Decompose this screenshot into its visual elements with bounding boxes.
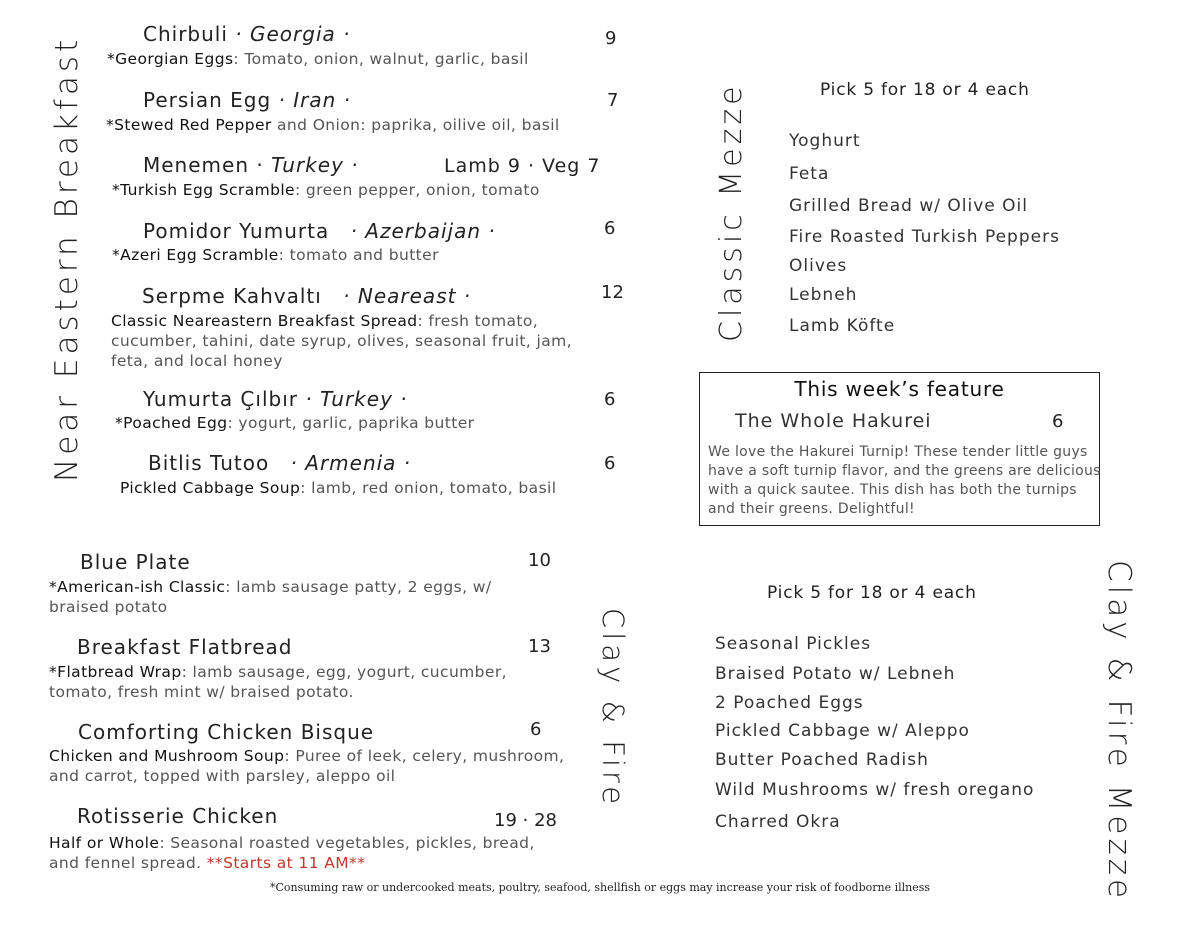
mezze-item: Lebneh bbox=[789, 285, 858, 305]
mezze-item: Pickled Cabbage w/ Aleppo bbox=[715, 721, 970, 741]
menu-item-title bbox=[143, 387, 408, 411]
description-lead: *Georgian Eggs bbox=[107, 50, 234, 68]
menu-item-price: 6 bbox=[604, 453, 616, 474]
menu-item-origin: · Georgia · bbox=[235, 22, 351, 46]
menu-item-description bbox=[111, 311, 601, 371]
clay-fire-mezze-list bbox=[715, 634, 1034, 842]
description-text: : tomato and butter bbox=[278, 246, 439, 264]
mezze-item: Feta bbox=[789, 164, 830, 184]
menu-item-name: Bitlis Tutoo bbox=[148, 451, 270, 475]
menu-item-title bbox=[143, 22, 350, 46]
menu-item-description bbox=[49, 746, 569, 786]
classic-mezze-list bbox=[789, 131, 1060, 346]
menu-item-origin: · Armenia · bbox=[290, 451, 412, 475]
menu-item-price: 13 bbox=[528, 636, 551, 657]
menu-item-origin: · Azerbaijan · bbox=[350, 219, 496, 243]
menu-item-description bbox=[106, 115, 626, 135]
mezze-item: Fire Roasted Turkish Peppers bbox=[789, 227, 1060, 247]
menu-item-description bbox=[49, 662, 569, 702]
clay-fire-mezze-pick-offer: Pick 5 for 18 or 4 each bbox=[767, 583, 977, 603]
classic-mezze-pick-offer: Pick 5 for 18 or 4 each bbox=[820, 80, 1030, 100]
menu-item-title bbox=[143, 153, 359, 177]
menu-item-name: Chirbuli bbox=[143, 22, 228, 46]
menu-item-name: Serpme Kahvaltı bbox=[142, 284, 322, 308]
mezze-item: Olives bbox=[789, 256, 848, 276]
menu-item-description bbox=[112, 180, 612, 200]
menu-item-title bbox=[148, 451, 411, 475]
mezze-item: Lamb Köfte bbox=[789, 316, 896, 336]
description-text: : Seasonal roasted vegetables, pickles, bread, and fennel spread. bbox=[49, 834, 535, 872]
menu-item-name: Pomidor Yumurta bbox=[143, 219, 330, 243]
description-text: : yogurt, garlic, paprika butter bbox=[227, 414, 475, 432]
menu-item-price: 7 bbox=[607, 90, 619, 111]
menu-item-name: Rotisserie Chicken bbox=[77, 804, 279, 828]
mezze-item: Yoghurt bbox=[789, 131, 861, 151]
menu-item-name: Persian Egg bbox=[143, 88, 272, 112]
description-lead: Half or Whole bbox=[49, 834, 160, 852]
description-text: : lamb sausage patty, 2 eggs, w/ braised potato bbox=[49, 578, 492, 616]
feature-description: We love the Hakurei Turnip! These tender little guys have a soft turnip flavor, and the greens are delicious with a quick sautee. This dish has both the turnips and their greens. Delightful! bbox=[708, 444, 1101, 517]
availability-note: **Starts at 11 AM** bbox=[206, 854, 366, 872]
section-title-classic-mezze: Classic Mezze bbox=[714, 82, 749, 342]
menu-item-name: Yumurta Çılbır bbox=[143, 387, 298, 411]
mezze-item: 2 Poached Eggs bbox=[715, 693, 864, 713]
description-lead: Classic Neareastern Breakfast Spread bbox=[111, 312, 418, 330]
description-lead: *Azeri Egg Scramble bbox=[112, 246, 279, 264]
description-text: : lamb sausage, egg, yogurt, cucumber, tomato, fresh mint w/ braised potato. bbox=[49, 663, 507, 701]
menu-item-price: 6 bbox=[604, 218, 616, 239]
menu-item-name: Breakfast Flatbread bbox=[77, 635, 293, 659]
menu-item-origin: · Turkey · bbox=[305, 387, 408, 411]
section-title-clay-fire-mezze: Clay & Fire Mezze bbox=[1101, 560, 1137, 903]
menu-item-description bbox=[107, 49, 597, 69]
menu-item-description bbox=[115, 413, 595, 433]
mezze-item: Charred Okra bbox=[715, 812, 841, 832]
menu-item-name: Menemen · bbox=[143, 153, 264, 177]
description-lead: Pickled Cabbage Soup bbox=[120, 479, 301, 497]
menu-item-origin: Turkey · bbox=[271, 153, 359, 177]
menu-item-description bbox=[49, 577, 539, 617]
description-lead: *Poached Egg bbox=[115, 414, 228, 432]
section-title-near-eastern-breakfast: Near Eastern Breakfast bbox=[49, 35, 85, 482]
mezze-item: Braised Potato w/ Lebneh bbox=[715, 664, 956, 684]
menu-item-name: Blue Plate bbox=[80, 550, 191, 574]
foodborne-illness-disclaimer: *Consuming raw or undercooked meats, poultry, seafood, shellfish or eggs may increase your risk of foodborne illness bbox=[269, 881, 931, 894]
menu-item-name: Comforting Chicken Bisque bbox=[78, 720, 375, 744]
menu-item-title bbox=[143, 88, 351, 112]
menu-item-origin: · Iran · bbox=[278, 88, 352, 112]
menu-item-description bbox=[49, 833, 539, 873]
menu-item-title bbox=[142, 284, 471, 308]
menu-item-price: 6 bbox=[530, 719, 542, 740]
mezze-item: Butter Poached Radish bbox=[715, 750, 929, 770]
menu-item-description bbox=[112, 245, 592, 265]
description-text: : Tomato, onion, walnut, garlic, basil bbox=[233, 50, 529, 68]
menu-item-price: Lamb 9 · Veg 7 bbox=[444, 155, 601, 177]
feature-item-name: The Whole Hakurei bbox=[735, 410, 932, 432]
menu-item-origin: · Neareast · bbox=[343, 284, 472, 308]
description-text: : fresh tomato, cucumber, tahini, date syrup, olives, seasonal fruit, jam, feta, and local honey bbox=[111, 312, 572, 370]
menu-item-price: 19 · 28 bbox=[494, 810, 557, 831]
description-text: : green pepper, onion, tomato bbox=[294, 181, 540, 199]
weekly-feature-box bbox=[699, 372, 1100, 526]
description-lead: *Stewed Red Pepper bbox=[106, 116, 272, 134]
feature-heading: This week’s feature bbox=[794, 377, 1005, 401]
description-lead: Chicken and Mushroom Soup bbox=[49, 747, 285, 765]
description-text: : lamb, red onion, tomato, basil bbox=[300, 479, 557, 497]
description-lead: *American-ish Classic bbox=[49, 578, 226, 596]
menu-item-title bbox=[143, 219, 496, 243]
description-text: and Onion: paprika, oilive oil, basil bbox=[271, 116, 560, 134]
section-title-clay-fire: Clay & Fire bbox=[596, 608, 630, 809]
menu-item-price: 12 bbox=[601, 282, 624, 303]
feature-item-price: 6 bbox=[1052, 411, 1064, 432]
mezze-item: Wild Mushrooms w/ fresh oregano bbox=[715, 780, 1035, 800]
description-lead: *Flatbread Wrap bbox=[49, 663, 182, 681]
menu-item-description bbox=[120, 478, 580, 498]
menu-item-price: 6 bbox=[604, 389, 616, 410]
menu-item-price: 10 bbox=[528, 550, 551, 571]
menu-item-price: 9 bbox=[605, 28, 617, 49]
description-lead: *Turkish Egg Scramble bbox=[112, 181, 295, 199]
mezze-item: Grilled Bread w/ Olive Oil bbox=[789, 196, 1028, 216]
mezze-item: Seasonal Pickles bbox=[715, 634, 872, 654]
description-text: : Puree of leek, celery, mushroom, and carrot, topped with parsley, aleppo oil bbox=[49, 747, 565, 785]
